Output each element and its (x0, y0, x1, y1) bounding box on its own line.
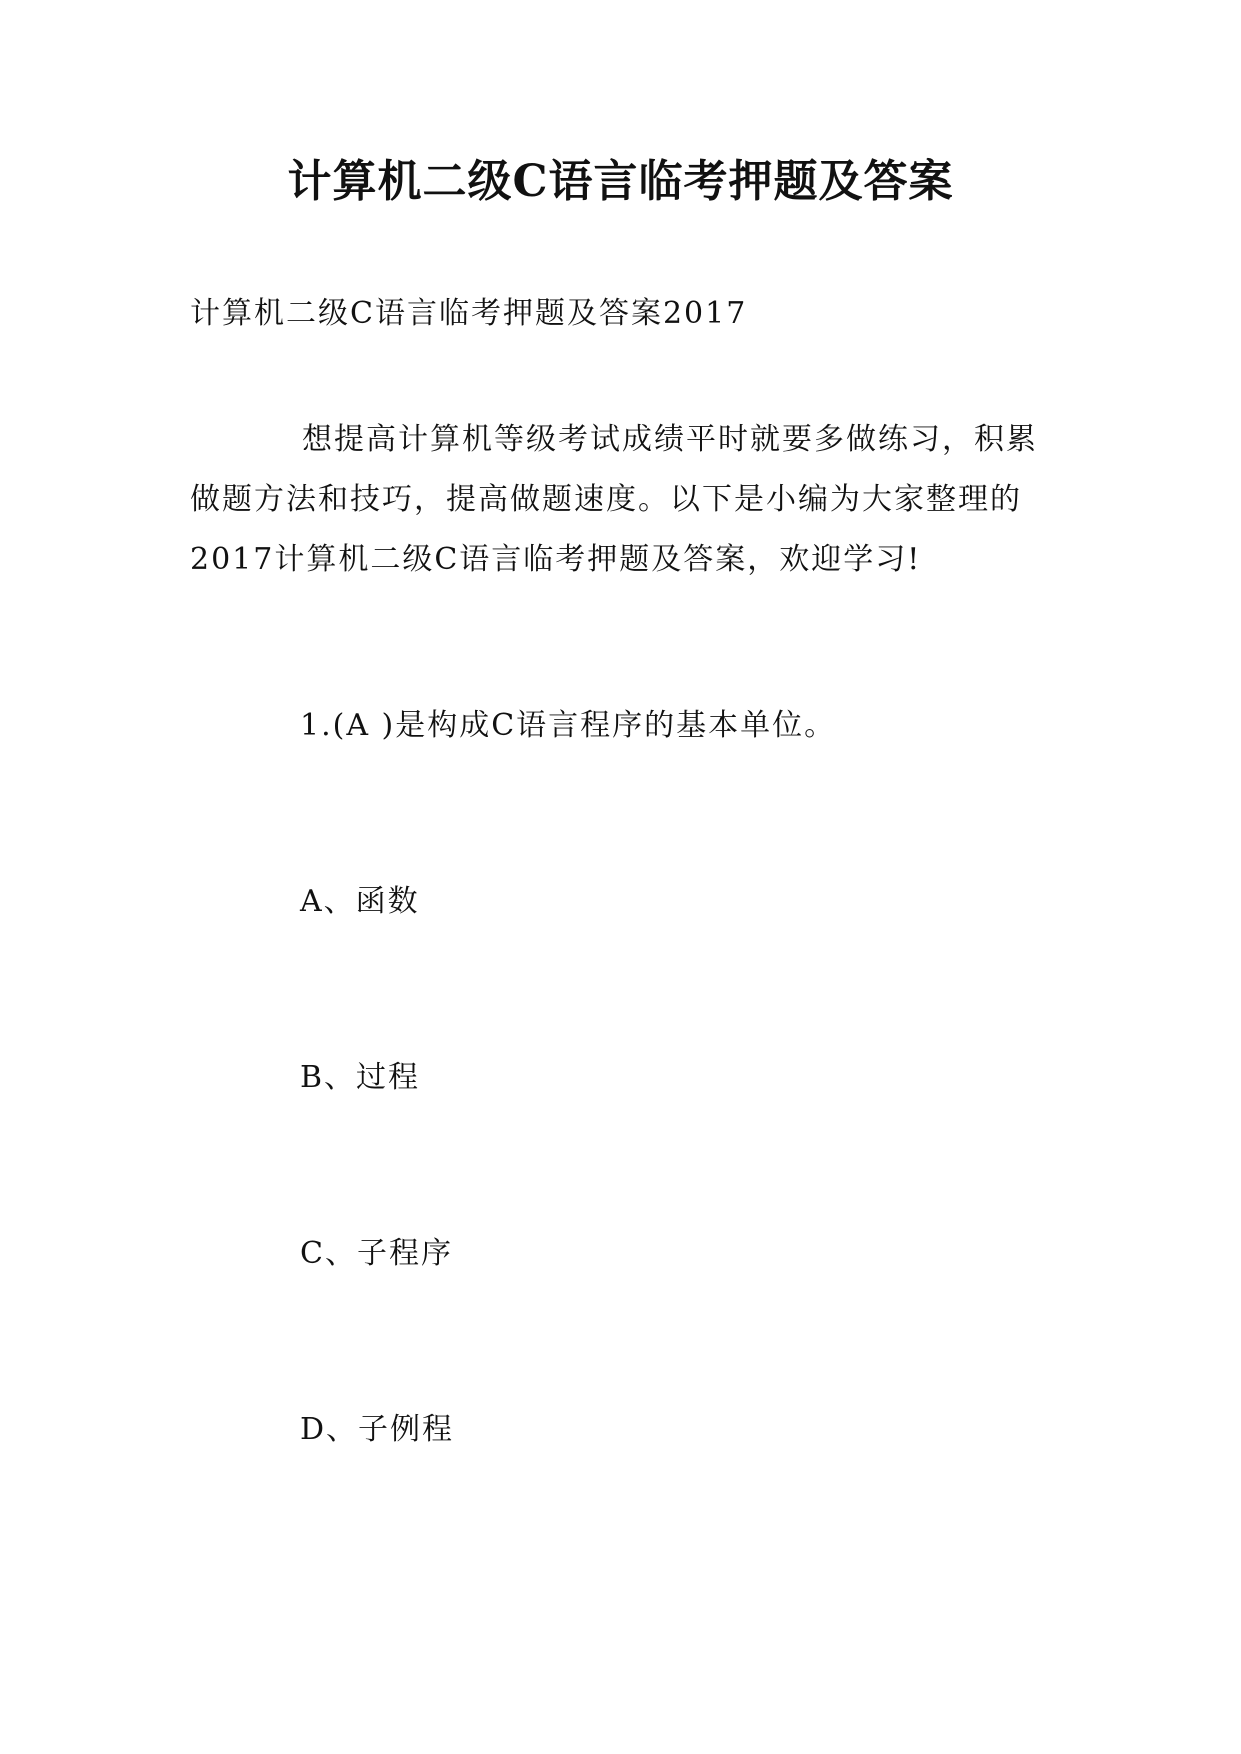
intro-paragraph (190, 410, 1060, 590)
intro-line-1 (190, 410, 1060, 470)
question-1: 1.(A )是构成C语言程序的基本单位。 (300, 708, 837, 743)
document-subtitle: 计算机二级C语言临考押题及答案2017 (190, 296, 748, 331)
document-title: 计算机二级C语言临考押题及答案 (287, 156, 954, 207)
intro-line-3: 2017计算机二级C语言临考押题及答案，欢迎学习! (190, 542, 922, 577)
option-d: D、子例程 (300, 1412, 455, 1447)
option-b: B、过程 (300, 1060, 421, 1095)
option-c: C、子程序 (300, 1236, 453, 1271)
intro-line-1-text: 想提高计算机等级考试成绩平时就要多做练习，积累 (302, 422, 1038, 457)
intro-line-2: 做题方法和技巧，提高做题速度。以下是小编为大家整理的 (190, 482, 1022, 517)
option-a: A、函数 (300, 884, 420, 919)
